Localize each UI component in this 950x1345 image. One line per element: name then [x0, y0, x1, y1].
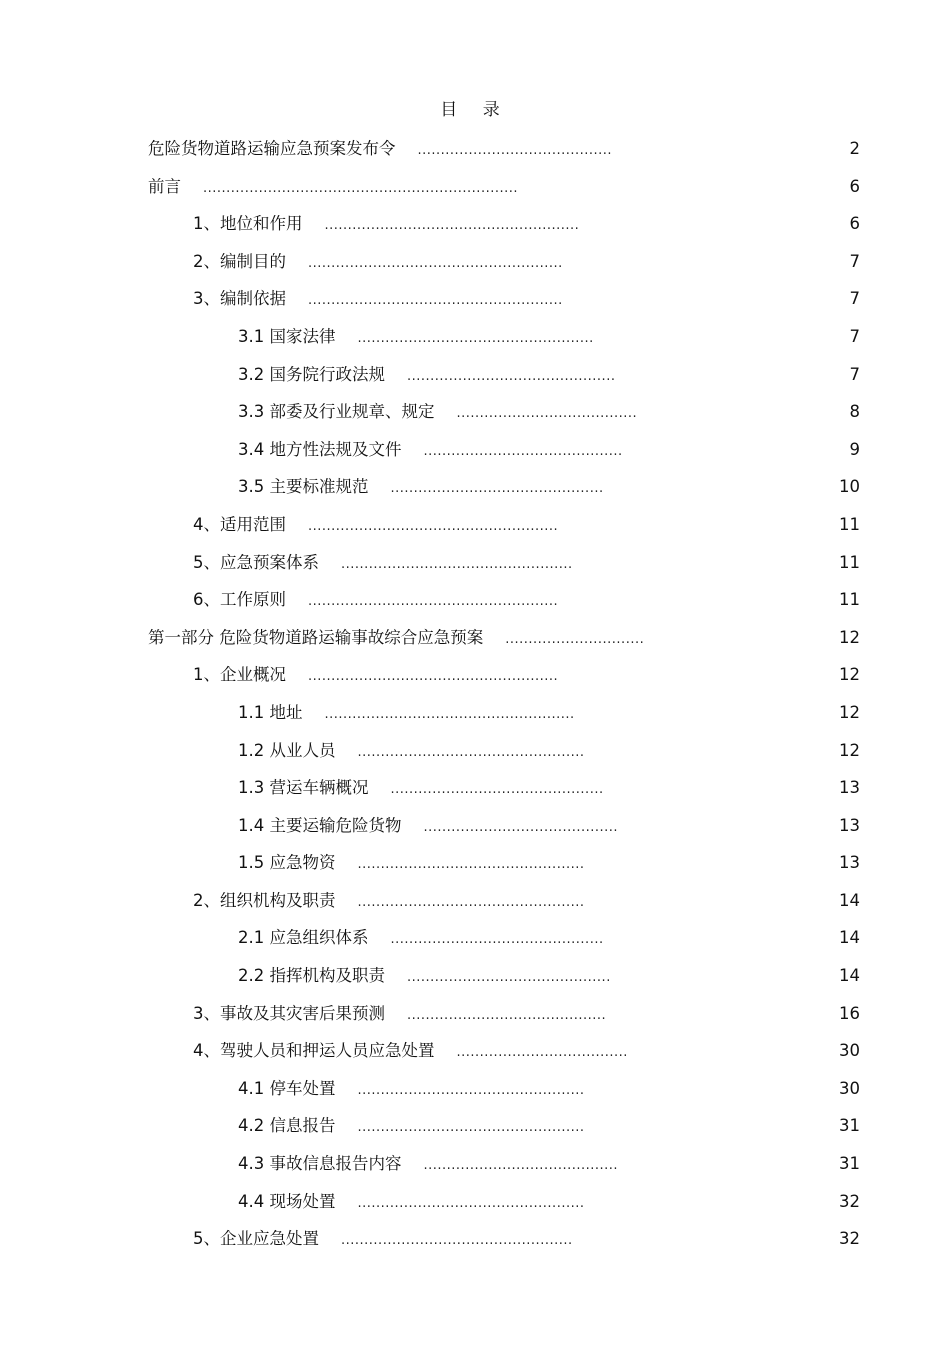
- toc-entry-title: 1、地位和作用: [193, 214, 303, 234]
- toc-entry-label: [238, 965, 611, 989]
- toc-entry[interactable]: [0, 138, 950, 176]
- toc-entry[interactable]: [0, 777, 950, 815]
- toc-entry-page-number: 13: [839, 815, 860, 835]
- toc-entry-page-number: 7: [849, 251, 860, 271]
- toc-entry-title: 4.1 停车处置: [238, 1078, 336, 1098]
- toc-leader-dots: ....................................................................: [203, 180, 518, 196]
- toc-entry-label: [193, 1040, 628, 1064]
- toc-entry-label: [193, 251, 563, 275]
- toc-leader-dots: .......................................................: [308, 255, 563, 271]
- toc-entry-title: 3.4 地方性法规及文件: [238, 439, 402, 459]
- toc-entry-label: [238, 740, 584, 764]
- toc-entry-page-number: 30: [839, 1078, 860, 1098]
- toc-entry[interactable]: [0, 251, 950, 289]
- toc-entry-page-number: 7: [849, 289, 860, 309]
- toc-leader-dots: ..............................: [505, 631, 645, 647]
- toc-leader-dots: ......................................................: [308, 594, 559, 610]
- toc-entry-page-number: 6: [849, 176, 860, 196]
- toc-entry-title: 3.3 部委及行业规章、规定: [238, 402, 435, 422]
- toc-entry-label: [238, 364, 615, 388]
- toc-entry-page-number: 14: [839, 890, 860, 910]
- toc-entry[interactable]: [0, 664, 950, 702]
- toc-entry-title: 2、编制目的: [193, 251, 286, 271]
- toc-entry[interactable]: [0, 213, 950, 251]
- toc-entry-page-number: 7: [849, 364, 860, 384]
- toc-entry-label: [148, 627, 644, 651]
- toc-leader-dots: ...........................................: [423, 443, 623, 459]
- toc-entry-title: 1.5 应急物资: [238, 853, 336, 873]
- toc-entry-title: 3、编制依据: [193, 289, 286, 309]
- toc-entry-label: [193, 1003, 606, 1027]
- toc-entry[interactable]: [0, 326, 950, 364]
- toc-leader-dots: ............................................: [407, 970, 611, 986]
- toc-leader-dots: ...........................................: [407, 1007, 607, 1023]
- toc-entry-page-number: 16: [839, 1003, 860, 1023]
- toc-leader-dots: ..................................................: [341, 1233, 573, 1249]
- toc-entry-label: [238, 852, 584, 876]
- toc-entry[interactable]: [0, 1115, 950, 1153]
- toc-entry-title: 4.4 现场处置: [238, 1191, 336, 1211]
- toc-entry[interactable]: [0, 288, 950, 326]
- toc-entry[interactable]: [0, 1153, 950, 1191]
- toc-leader-dots: .................................................: [357, 1082, 585, 1098]
- toc-entry-page-number: 32: [839, 1191, 860, 1211]
- toc-entry-title: 2、组织机构及职责: [193, 890, 336, 910]
- toc-entry[interactable]: [0, 401, 950, 439]
- toc-leader-dots: ......................................................: [308, 518, 559, 534]
- toc-entry-label: [238, 401, 637, 425]
- toc-entry[interactable]: [0, 476, 950, 514]
- toc-leader-dots: .................................................: [357, 1120, 585, 1136]
- toc-entry[interactable]: [0, 1003, 950, 1041]
- toc-leader-dots: .................................................: [357, 1195, 585, 1211]
- toc-entry[interactable]: [0, 852, 950, 890]
- toc-leader-dots: .....................................: [456, 1045, 628, 1061]
- toc-entry[interactable]: [0, 514, 950, 552]
- toc-entry-title: 3、事故及其灾害后果预测: [193, 1003, 385, 1023]
- toc-entry-title: 前言: [148, 176, 181, 196]
- toc-entry[interactable]: [0, 1078, 950, 1116]
- toc-leader-dots: .................................................: [357, 744, 585, 760]
- toc-leader-dots: ..........................................: [423, 1158, 619, 1174]
- toc-entry-title: 1、企业概况: [193, 665, 286, 685]
- toc-entry[interactable]: [0, 439, 950, 477]
- toc-leader-dots: ...................................................: [357, 330, 594, 346]
- toc-leader-dots: .................................................: [357, 894, 585, 910]
- toc-entry-title: 1.2 从业人员: [238, 740, 336, 760]
- toc-entry-page-number: 14: [839, 966, 860, 986]
- toc-entry[interactable]: [0, 176, 950, 214]
- toc-entry-label: [238, 927, 604, 951]
- toc-entry[interactable]: [0, 1191, 950, 1229]
- toc-entry-title: 2.2 指挥机构及职责: [238, 966, 385, 986]
- toc-entry-title: 6、工作原则: [193, 590, 286, 610]
- toc-entry-label: [193, 589, 558, 613]
- toc-entry-page-number: 8: [849, 402, 860, 422]
- toc-entry-label: [193, 213, 579, 237]
- toc-entry-page-number: 12: [839, 702, 860, 722]
- toc-entry-page-number: 10: [839, 477, 860, 497]
- toc-entry-title: 1.3 营运车辆概况: [238, 778, 369, 798]
- toc-entry-label: [238, 1115, 584, 1139]
- toc-entry-page-number: 11: [839, 590, 860, 610]
- toc-entry-label: [238, 326, 594, 350]
- toc-entry-label: [193, 664, 558, 688]
- toc-leader-dots: ..............................................: [390, 481, 604, 497]
- toc-leader-dots: ..........................................: [417, 143, 613, 158]
- toc-entry-title: 5、企业应急处置: [193, 1229, 319, 1249]
- toc-entry[interactable]: [0, 815, 950, 853]
- toc-entry[interactable]: [0, 589, 950, 627]
- toc-entry[interactable]: [0, 1228, 950, 1266]
- toc-leader-dots: ..............................................: [390, 932, 604, 948]
- toc-entry-page-number: 9: [849, 439, 860, 459]
- toc-entry-label: [148, 176, 518, 200]
- toc-entry-page-number: 13: [839, 853, 860, 873]
- toc-leader-dots: ..........................................: [423, 819, 619, 835]
- toc-entry-page-number: 12: [839, 740, 860, 760]
- toc-entry[interactable]: [0, 890, 950, 928]
- toc-entry-page-number: 32: [839, 1229, 860, 1249]
- toc-leader-dots: .......................................................: [324, 218, 580, 234]
- toc-entry-label: [193, 890, 584, 914]
- toc-entry-label: [238, 439, 623, 463]
- toc-entry[interactable]: [0, 364, 950, 402]
- toc-entry-label: [193, 514, 558, 538]
- toc-entry-label: [238, 702, 575, 726]
- toc-entry-page-number: 31: [839, 1116, 860, 1136]
- toc-entry-page-number: 13: [839, 778, 860, 798]
- toc-entry-page-number: 6: [849, 214, 860, 234]
- toc-entry[interactable]: [0, 552, 950, 590]
- toc-entry-label: [238, 1191, 584, 1215]
- toc-entry-page-number: 31: [839, 1154, 860, 1174]
- toc-entry-page-number: 11: [839, 514, 860, 534]
- toc-leader-dots: .................................................: [357, 857, 585, 873]
- toc-entry[interactable]: [0, 927, 950, 965]
- toc-entry-title: 危险货物道路运输应急预案发布令: [148, 139, 396, 158]
- toc-entry-title: 4、适用范围: [193, 514, 286, 534]
- toc-entry-title: 3.1 国家法律: [238, 326, 336, 346]
- toc-entry-label: [238, 476, 604, 500]
- page-title: 目 录: [440, 100, 510, 120]
- toc-entry-label: [193, 1228, 573, 1252]
- toc-entry-title: 1.1 地址: [238, 702, 303, 722]
- toc-entry-label: [238, 1078, 584, 1102]
- toc-leader-dots: .......................................................: [308, 293, 563, 309]
- toc-leader-dots: ......................................................: [308, 669, 559, 685]
- toc-entry-label: [238, 815, 618, 839]
- toc-entry-label: [238, 777, 604, 801]
- toc-entry-page-number: 7: [849, 326, 860, 346]
- toc-entry[interactable]: [0, 702, 950, 740]
- toc-entry-page-number: 12: [839, 627, 860, 647]
- toc-entry-label: [148, 138, 612, 162]
- toc-entry-page-number: 11: [839, 552, 860, 572]
- toc-entry-title: 4.2 信息报告: [238, 1116, 336, 1136]
- toc-entry-label: [238, 1153, 618, 1177]
- toc-entry[interactable]: [0, 1040, 950, 1078]
- toc-entry-title: 2.1 应急组织体系: [238, 928, 369, 948]
- toc-leader-dots: .............................................: [407, 368, 616, 384]
- toc-leader-dots: ..................................................: [341, 556, 573, 572]
- toc-entry-page-number: 14: [839, 928, 860, 948]
- toc-leader-dots: ......................................................: [324, 706, 575, 722]
- toc-entry[interactable]: [0, 740, 950, 778]
- toc-entry-label: [193, 552, 573, 576]
- toc-entry-title: 3.5 主要标准规范: [238, 477, 369, 497]
- toc-leader-dots: ..............................................: [390, 782, 604, 798]
- toc-entry-page-number: 12: [839, 665, 860, 685]
- toc-entry-page-number: 30: [839, 1041, 860, 1061]
- toc-entry-page-number: 2: [849, 139, 860, 158]
- toc-entry-title: 3.2 国务院行政法规: [238, 364, 385, 384]
- toc-entry[interactable]: [0, 627, 950, 665]
- toc-entry-label: [193, 288, 563, 312]
- toc-entry[interactable]: [0, 965, 950, 1003]
- toc-entry-title: 4、驾驶人员和押运人员应急处置: [193, 1041, 435, 1061]
- toc-entry-title: 4.3 事故信息报告内容: [238, 1154, 402, 1174]
- toc-entry-title: 第一部分 危险货物道路运输事故综合应急预案: [148, 627, 484, 647]
- toc-entry-title: 5、应急预案体系: [193, 552, 319, 572]
- toc-leader-dots: .......................................: [456, 406, 638, 422]
- table-of-contents: [0, 138, 950, 1266]
- toc-entry-title: 1.4 主要运输危险货物: [238, 815, 402, 835]
